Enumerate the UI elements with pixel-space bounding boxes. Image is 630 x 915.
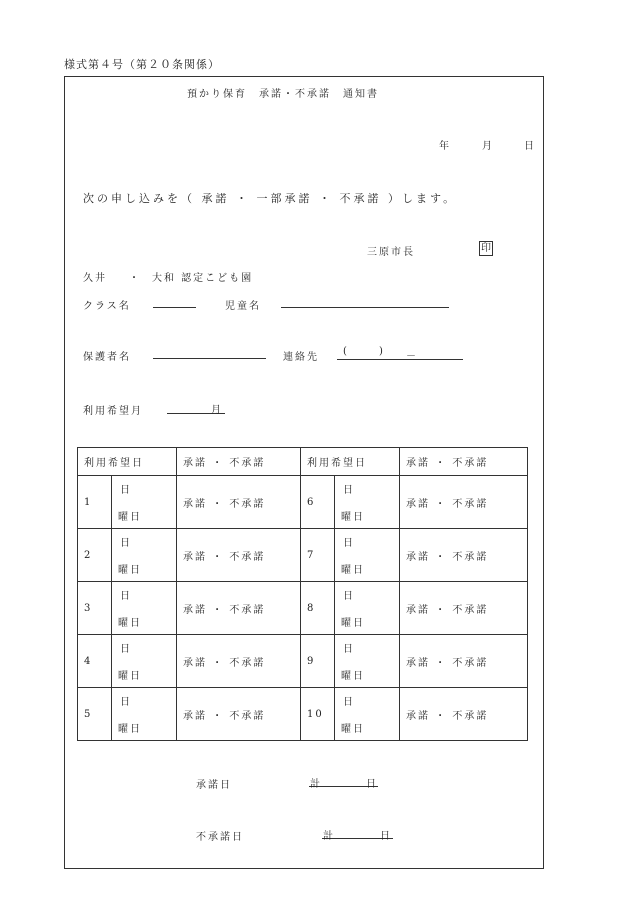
- approved-days-label: 承諾日: [196, 780, 232, 791]
- date-weekday-cell[interactable]: [112, 635, 177, 688]
- guardian-name-field[interactable]: [153, 358, 266, 359]
- day-char: 日: [120, 697, 132, 708]
- weekday-label: 曜日: [341, 618, 365, 629]
- response-cell[interactable]: 承諾 ・ 不承諾: [177, 582, 301, 635]
- form-title: 預かり保育 承諾・不承諾 通知書: [187, 89, 379, 100]
- row-number: 2: [78, 529, 112, 582]
- response-cell[interactable]: 承諾 ・ 不承諾: [400, 582, 528, 635]
- row-number: 3: [78, 582, 112, 635]
- header-date-right: 利用希望日: [301, 448, 400, 476]
- class-label: クラス名: [83, 301, 131, 312]
- day-char: 日: [343, 538, 355, 549]
- header-response-left: 承諾 ・ 不承諾: [177, 448, 301, 476]
- contact-dash: －: [406, 351, 418, 362]
- rejected-day-suffix: 日: [380, 831, 392, 842]
- date-day: 日: [524, 141, 536, 152]
- date-weekday-cell[interactable]: [112, 582, 177, 635]
- weekday-label: 曜日: [341, 724, 365, 735]
- approved-total-prefix: 計: [310, 779, 322, 790]
- date-weekday-cell[interactable]: [335, 582, 400, 635]
- response-cell[interactable]: 承諾 ・ 不承諾: [177, 688, 301, 741]
- weekday-label: 曜日: [118, 724, 142, 735]
- child-label: 児童名: [225, 301, 261, 312]
- weekday-label: 曜日: [118, 671, 142, 682]
- response-cell[interactable]: 承諾 ・ 不承諾: [400, 476, 528, 529]
- school-kui: 久井: [83, 273, 107, 284]
- day-char: 日: [343, 591, 355, 602]
- school-separator: ・: [129, 273, 141, 284]
- class-name-field[interactable]: [153, 307, 196, 308]
- contact-field[interactable]: [337, 359, 463, 360]
- date-weekday-cell[interactable]: [335, 529, 400, 582]
- day-char: 日: [120, 591, 132, 602]
- contact-paren-close: ): [379, 346, 385, 357]
- weekday-label: 曜日: [341, 671, 365, 682]
- response-cell[interactable]: 承諾 ・ 不承諾: [400, 688, 528, 741]
- weekday-label: 曜日: [341, 512, 365, 523]
- schedule-table: [77, 447, 528, 741]
- table-row: [78, 582, 528, 635]
- contact-paren-open: (: [343, 346, 349, 357]
- day-char: 日: [343, 485, 355, 496]
- form-number: 様式第４号（第２０条関係）: [64, 58, 220, 71]
- issuer-name: 三原市長: [367, 247, 415, 258]
- row-number: 7: [301, 529, 335, 582]
- table-row: [78, 529, 528, 582]
- header-response-right: 承諾 ・ 不承諾: [400, 448, 528, 476]
- date-weekday-cell[interactable]: [112, 529, 177, 582]
- response-cell[interactable]: 承諾 ・ 不承諾: [177, 476, 301, 529]
- weekday-label: 曜日: [118, 565, 142, 576]
- rejected-days-label: 不承諾日: [196, 832, 244, 843]
- row-number: 10: [301, 688, 335, 741]
- date-weekday-cell[interactable]: [335, 476, 400, 529]
- date-weekday-cell[interactable]: [112, 688, 177, 741]
- day-char: 日: [120, 538, 132, 549]
- response-cell[interactable]: 承諾 ・ 不承諾: [177, 635, 301, 688]
- weekday-label: 曜日: [118, 618, 142, 629]
- statement: 次の申し込みを（ 承諾 ・ 一部承諾 ・ 不承諾 ）します。: [83, 192, 458, 205]
- row-number: 9: [301, 635, 335, 688]
- school-name: 大和 認定こども園: [152, 273, 254, 284]
- weekday-label: 曜日: [341, 565, 365, 576]
- response-cell[interactable]: 承諾 ・ 不承諾: [400, 635, 528, 688]
- weekday-label: 曜日: [118, 512, 142, 523]
- day-char: 日: [343, 697, 355, 708]
- row-number: 5: [78, 688, 112, 741]
- response-cell[interactable]: 承諾 ・ 不承諾: [177, 529, 301, 582]
- date-year: 年: [439, 141, 451, 152]
- date-weekday-cell[interactable]: [335, 635, 400, 688]
- date-month: 月: [482, 141, 494, 152]
- child-name-field[interactable]: [281, 307, 449, 308]
- row-number: 6: [301, 476, 335, 529]
- month-suffix: 月: [211, 405, 223, 416]
- table-header-row: [78, 448, 528, 476]
- row-number: 4: [78, 635, 112, 688]
- guardian-label: 保護者名: [83, 352, 131, 363]
- row-number: 8: [301, 582, 335, 635]
- date-weekday-cell[interactable]: [112, 476, 177, 529]
- approved-day-suffix: 日: [366, 779, 378, 790]
- month-label: 利用希望月: [83, 406, 143, 417]
- table-row: [78, 635, 528, 688]
- day-char: 日: [343, 644, 355, 655]
- seal-mark: 印: [481, 243, 491, 254]
- header-date-left: 利用希望日: [78, 448, 177, 476]
- day-char: 日: [120, 485, 132, 496]
- rejected-total-prefix: 計: [323, 831, 335, 842]
- table-row: [78, 688, 528, 741]
- table-row: [78, 476, 528, 529]
- response-cell[interactable]: 承諾 ・ 不承諾: [400, 529, 528, 582]
- contact-label: 連絡先: [283, 352, 319, 363]
- row-number: 1: [78, 476, 112, 529]
- date-weekday-cell[interactable]: [335, 688, 400, 741]
- day-char: 日: [120, 644, 132, 655]
